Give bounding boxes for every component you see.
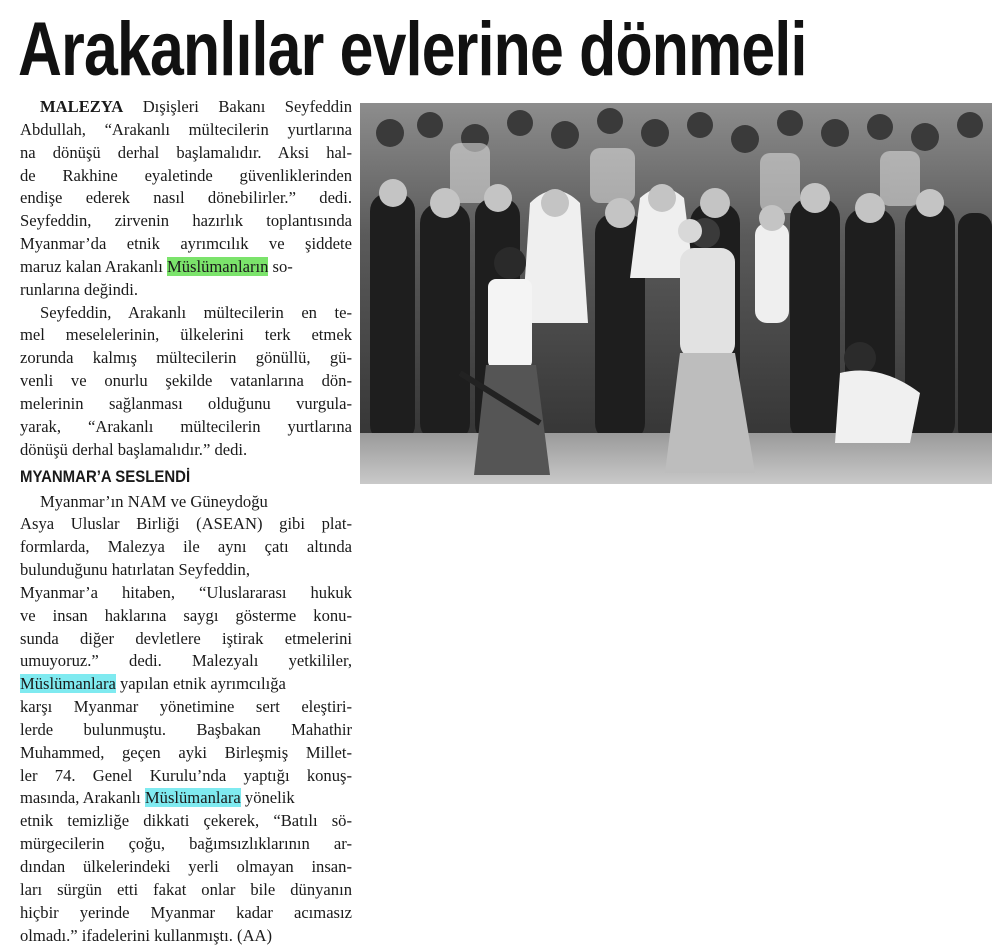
text-line: etnik temizliğe dikkati çekerek, “Batılı sö- <box>20 811 352 831</box>
dateline: MALEZYA <box>40 97 124 116</box>
subheading: MYANMAR’A SESLENDİ <box>20 466 191 486</box>
text-line: Myanmar’a hitaben, “Uluslararası hukuk <box>20 582 352 602</box>
headline: Arakanlılar evlerine dönmeli <box>18 7 807 92</box>
text-line: karşı Myanmar yönetimine sert eleştiri- <box>20 697 352 717</box>
text-line: yarak, “Arakanlı mültecilerin yurtlarına <box>20 416 352 436</box>
text-line: Muhammed, geçen ayki Birleşmiş Millet- <box>20 742 352 762</box>
text-line: na dönüşü derhal başlamalıdır. Aksi hal- <box>20 142 352 162</box>
highlighted-keyword: Müslümanlara <box>20 674 116 694</box>
text-line: formlarda, Malezya ile aynı çatı altında <box>20 537 352 557</box>
text-line: mürgecilerin çoğu, bağımsızlıklarının ar- <box>20 834 352 854</box>
text-line: mel meselelerinin, ülkelerini terk etmek <box>20 325 352 345</box>
text-line: bulunduğunu hatırlatan Seyfeddin, <box>20 560 250 580</box>
text-line: zorunda kalmış mültecilerin gönüllü, gü- <box>20 348 352 368</box>
photo-illustration <box>360 103 992 484</box>
text-line: melerinin sağlanması olduğunu vurgula- <box>20 393 352 413</box>
text-line: venli ve onurlu şekilde vatanlarına dön- <box>20 371 352 391</box>
text-line: Müslümanlara yapılan etnik ayrımcılığa <box>20 674 286 694</box>
highlighted-keyword: Müslümanlara <box>144 788 241 808</box>
text-line: ve insan haklarına saygı gösterme konu- <box>20 605 352 625</box>
text-line: de Rakhine eyaletinde güvenliklerinden <box>20 165 352 185</box>
text-line: olmadı.” ifadelerini kullanmıştı. (AA) <box>20 925 273 945</box>
text-line: ları sürgün etti fakat onlar bile dünyanın <box>20 879 352 899</box>
text-line: Abdullah, “Arakanlı mültecilerin yurtlarına <box>20 119 352 139</box>
text-line: MALEZYA Dışişleri Bakanı Seyfeddin <box>40 97 352 116</box>
crowd-of-refugees-photo <box>360 103 992 484</box>
text-line: lerde bulunmuştu. Başbakan Mahathir <box>20 719 352 739</box>
text-line: dönüşü derhal başlamalıdır.” dedi. <box>20 439 248 459</box>
text-line: Seyfeddin, Arakanlı mültecilerin en te- <box>40 302 352 322</box>
text-line: ler 74. Genel Kurulu’nda yaptığı konuş- <box>20 765 352 785</box>
text-line: sunda diğer devletlere iştirak etmelerini <box>20 628 352 648</box>
text-line: Myanmar’ın NAM ve Güneydoğu <box>40 491 268 511</box>
text-line: Asya Uluslar Birliği (ASEAN) gibi plat- <box>20 514 352 534</box>
text-line: Myanmar’da etnik ayrımcılık ve şiddete <box>20 234 352 254</box>
text-line: dından ülkelerindeki yerli olmayan insan- <box>20 857 352 876</box>
text-line: maruz kalan Arakanlı Müslümanların so- <box>20 256 293 276</box>
text-line: endişe ederek nasıl dönebilirler.” dedi. <box>20 188 352 208</box>
highlighted-keyword: Müslümanların <box>166 256 269 276</box>
text-line: Seyfeddin, zirvenin hazırlık toplantısında <box>20 211 352 231</box>
text-line: runlarına değindi. <box>20 279 138 299</box>
text-line: hiçbir yerinde Myanmar kadar acımasız <box>20 902 352 922</box>
text-line: masında, Arakanlı Müslümanlara yönelik <box>20 788 295 808</box>
article-column <box>20 96 352 947</box>
text-line: umuyoruz.” dedi. Malezyalı yetkililer, <box>20 651 352 671</box>
